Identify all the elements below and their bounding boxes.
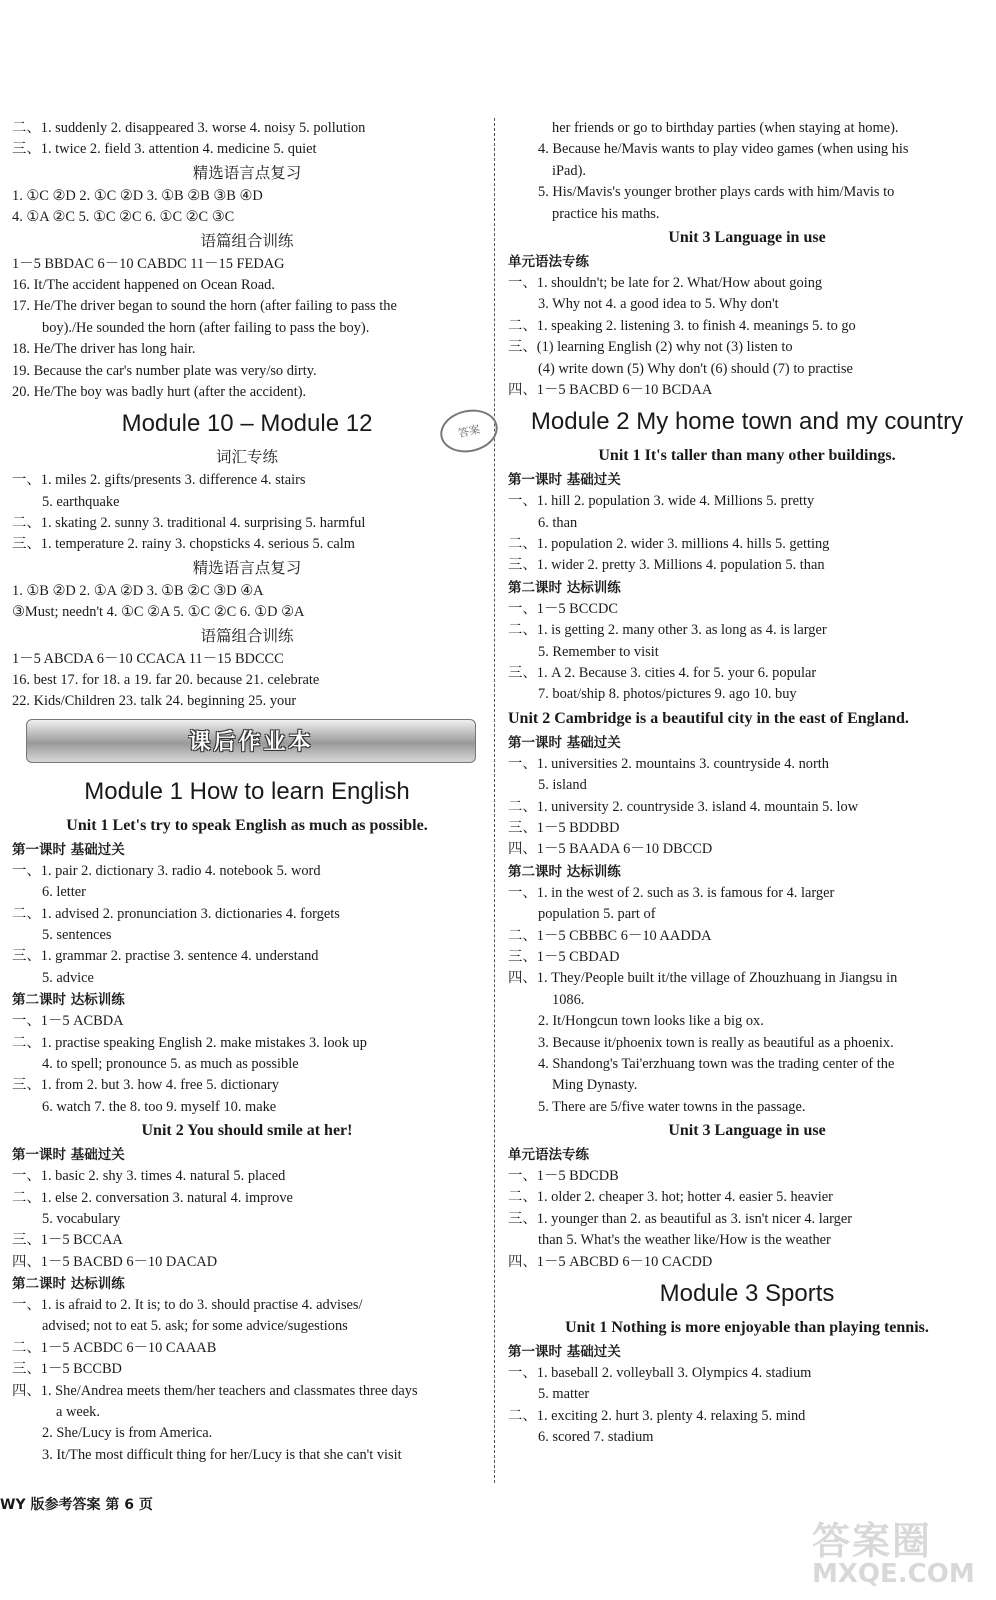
answer-line: practice his maths. bbox=[552, 205, 660, 222]
answer-line: 三、1－5 BDDBD bbox=[508, 819, 620, 836]
answer-line: 6. than bbox=[538, 514, 578, 531]
module-title: Module 1 How to learn English bbox=[84, 777, 410, 805]
answer-line: 一、1. miles 2. gifts/presents 3. difference 4. stairs bbox=[12, 472, 306, 489]
answer-line: population 5. part of bbox=[538, 906, 656, 923]
answer-line: 二、1. practise speaking English 2. make mistakes 3. look up bbox=[12, 1034, 367, 1051]
answer-line: 6. scored 7. stadium bbox=[538, 1429, 654, 1446]
lesson-label: 第一课时 基础过关 bbox=[508, 734, 621, 751]
answer-line: 16. best 17. for 18. a 19. far 20. because 21. celebrate bbox=[12, 672, 320, 689]
answer-line: 四、1－5 BACBD 6－10 DACAD bbox=[12, 1253, 218, 1270]
answer-line: 一、1. basic 2. shy 3. times 4. natural 5. placed bbox=[12, 1168, 286, 1185]
answer-line: 三、(1) learning English (2) why not (3) listen to bbox=[508, 339, 793, 356]
module-title: Module 10 – Module 12 bbox=[121, 410, 373, 438]
answer-line: 4. ①A ②C 5. ①C ②C 6. ①C ②C ③C bbox=[12, 209, 235, 226]
answer-line: 17. He/The driver began to sound the horn (after failing to pass the bbox=[12, 298, 397, 315]
answer-line: 一、1－5 ACBDA bbox=[12, 1013, 124, 1030]
answer-line: 三、1. grammar 2. practise 3. sentence 4. understand bbox=[12, 948, 319, 965]
answer-line: than 5. What's the weather like/How is the weather bbox=[538, 1232, 831, 1249]
lesson-label: 第二课时 达标训练 bbox=[12, 1276, 125, 1293]
module-title: Module 3 Sports bbox=[659, 1280, 835, 1308]
answer-line: 5. advice bbox=[42, 969, 94, 986]
answer-line: 1. ①C ②D 2. ①C ②D 3. ①B ②B ③B ④D bbox=[12, 187, 263, 204]
lesson-label: 第一课时 基础过关 bbox=[508, 1344, 621, 1361]
answer-line: 三、1. temperature 2. rainy 3. chopsticks 4. serious 5. calm bbox=[12, 536, 355, 553]
lesson-label: 第一课时 基础过关 bbox=[508, 472, 621, 489]
lesson-label: 单元语法专练 bbox=[508, 1147, 589, 1164]
answer-line: a week. bbox=[56, 1404, 100, 1421]
answer-line: 四、1－5 BAADA 6－10 DBCCD bbox=[508, 841, 713, 858]
stamp-text: 答案 bbox=[456, 422, 482, 441]
section-banner bbox=[26, 719, 476, 763]
answer-line: 6. watch 7. the 8. too 9. myself 10. make bbox=[42, 1098, 277, 1115]
answer-line: 4. Because he/Mavis wants to play video games (when using his bbox=[538, 141, 909, 158]
answer-line: 5. vocabulary bbox=[42, 1210, 121, 1227]
banner-title: 课后作业本 bbox=[188, 730, 314, 756]
unit-title: Unit 1 Let's try to speak English as much as possible. bbox=[66, 816, 428, 834]
answer-line: 2. It/Hongcun town looks like a big ox. bbox=[538, 1013, 764, 1030]
answer-line: 一、1. hill 2. population 3. wide 4. Millions 5. pretty bbox=[508, 493, 815, 510]
answer-line: 一、1. pair 2. dictionary 3. radio 4. notebook 5. word bbox=[12, 862, 321, 879]
answer-line: 四、1. They/People built it/the village of Zhouzhuang in Jiangsu in bbox=[508, 970, 898, 987]
answer-line: 二、1－5 ACBDC 6－10 CAAAB bbox=[12, 1339, 217, 1356]
answer-line: iPad). bbox=[552, 162, 586, 179]
answer-line: 1086. bbox=[552, 991, 585, 1008]
answer-line: 3. Why not 4. a good idea to 5. Why don't bbox=[538, 296, 779, 313]
page-footer: WY 版参考答案 第 6 页 bbox=[0, 1497, 153, 1513]
answer-line: 1. ①B ②D 2. ①A ②D 3. ①B ②C ③D ④A bbox=[12, 582, 264, 599]
answer-line: 3. It/The most difficult thing for her/Lucy is that she can't visit bbox=[42, 1446, 402, 1463]
answer-line: 三、1－5 BCCBD bbox=[12, 1361, 122, 1378]
answer-line: 19. Because the car's number plate was very/so dirty. bbox=[12, 362, 317, 379]
watermark-line-1: 答案圈 bbox=[812, 1519, 933, 1563]
answer-line: 7. boat/ship 8. photos/pictures 9. ago 10. buy bbox=[538, 686, 797, 703]
lesson-label: 第二课时 达标训练 bbox=[508, 863, 621, 880]
answer-line: 5. island bbox=[538, 777, 587, 794]
answer-line: 一、1. is afraid to 2. It is; to do 3. should practise 4. advises/ bbox=[12, 1297, 363, 1314]
answer-line: 一、1－5 BDCDB bbox=[508, 1168, 619, 1185]
lesson-label: 第一课时 基础过关 bbox=[12, 1147, 125, 1164]
unit-title: Unit 2 Cambridge is a beautiful city in the east of England. bbox=[508, 709, 909, 727]
answer-line: 三、1. from 2. but 3. how 4. free 5. dictionary bbox=[12, 1077, 279, 1094]
watermark-line-2: MXQE.COM bbox=[812, 1559, 975, 1589]
answer-line: 4. to spell; pronounce 5. as much as possible bbox=[42, 1055, 299, 1072]
lesson-label: 第二课时 达标训练 bbox=[12, 992, 125, 1009]
answer-line: (4) write down (5) Why don't (6) should (7) to practise bbox=[538, 360, 853, 377]
answer-line: advised; not to eat 5. ask; for some advice/sugestions bbox=[42, 1318, 348, 1335]
unit-title: Unit 1 Nothing is more enjoyable than playing tennis. bbox=[565, 1319, 929, 1337]
section-heading: 精选语言点复习 bbox=[192, 558, 302, 577]
answer-line: 二、1. advised 2. pronunciation 3. dictionaries 4. forgets bbox=[12, 905, 340, 922]
unit-title: Unit 1 It's taller than many other buildings. bbox=[598, 447, 896, 465]
answer-line: 3. Because it/phoenix town is really as beautiful as a phoenix. bbox=[538, 1034, 894, 1051]
answer-line: 5. earthquake bbox=[42, 493, 120, 510]
answer-line: 一、1. shouldn't; be late for 2. What/How about going bbox=[508, 274, 823, 291]
answer-line: 二、1－5 CBBBC 6－10 AADDA bbox=[508, 927, 712, 944]
answer-line: 二、1. else 2. conversation 3. natural 4. improve bbox=[12, 1189, 293, 1206]
answer-line: 二、1. suddenly 2. disappeared 3. worse 4. noisy 5. pollution bbox=[12, 120, 366, 136]
answer-line: 5. matter bbox=[538, 1386, 590, 1403]
unit-title: Unit 2 You should smile at her! bbox=[141, 1122, 353, 1140]
section-heading: 语篇组合训练 bbox=[200, 626, 294, 645]
answer-line: 20. He/The boy was badly hurt (after the accident). bbox=[12, 383, 307, 400]
answer-line: 四、1－5 BACBD 6－10 BCDAA bbox=[508, 381, 713, 398]
lesson-label: 第一课时 基础过关 bbox=[12, 841, 125, 858]
answer-line: 二、1. university 2. countryside 3. island 4. mountain 5. low bbox=[508, 798, 859, 815]
column-divider bbox=[494, 118, 495, 1483]
answer-line: 二、1. is getting 2. many other 3. as long as 4. is larger bbox=[508, 622, 827, 639]
answer-line: 5. His/Mavis's younger brother plays cards with him/Mavis to bbox=[538, 184, 895, 201]
answer-line: 二、1. older 2. cheaper 3. hot; hotter 4. easier 5. heavier bbox=[508, 1189, 833, 1206]
answer-line: 三、1－5 CBDAD bbox=[508, 948, 620, 965]
answer-line: 5. Remember to visit bbox=[538, 643, 659, 660]
lesson-label: 单元语法专练 bbox=[508, 253, 589, 270]
answer-line: 一、1. universities 2. mountains 3. countryside 4. north bbox=[508, 755, 829, 772]
answer-line: 三、1－5 BCCAA bbox=[12, 1232, 123, 1249]
answer-line: 18. He/The driver has long hair. bbox=[12, 341, 196, 358]
answer-line: 三、1. wider 2. pretty 3. Millions 4. population 5. than bbox=[508, 557, 825, 574]
answer-line: 1－5 BBDAC 6－10 CABDC 11－15 FEDAG bbox=[12, 255, 285, 272]
module-title: Module 2 My home town and my country bbox=[530, 408, 964, 436]
section-heading: 词汇专练 bbox=[215, 448, 278, 467]
section-heading: 语篇组合训练 bbox=[200, 231, 294, 250]
lesson-label: 第二课时 达标训练 bbox=[508, 579, 621, 596]
answer-line: 5. There are 5/five water towns in the passage. bbox=[538, 1098, 806, 1115]
watermark-logo bbox=[812, 1510, 975, 1590]
answer-line: 6. letter bbox=[42, 884, 86, 901]
answer-line: 二、1. speaking 2. listening 3. to finish 4. meanings 5. to go bbox=[508, 317, 856, 334]
answer-line: 三、1. younger than 2. as beautiful as 3. isn't nicer 4. larger bbox=[508, 1210, 853, 1227]
answer-line: 一、1. baseball 2. volleyball 3. Olympics 4. stadium bbox=[508, 1365, 812, 1382]
unit-title: Unit 3 Language in use bbox=[668, 1122, 826, 1140]
answer-line: 1－5 ABCDA 6－10 CCACA 11－15 BDCCC bbox=[12, 650, 284, 667]
answer-line: 一、1. in the west of 2. such as 3. is famous for 4. larger bbox=[508, 884, 835, 901]
answer-line: boy)./He sounded the horn (after failing to pass the boy). bbox=[42, 319, 370, 336]
answer-line: 二、1. exciting 2. hurt 3. plenty 4. relaxing 5. mind bbox=[508, 1407, 806, 1424]
right-column bbox=[508, 118, 986, 1449]
answer-line: 三、1. twice 2. field 3. attention 4. medicine 5. quiet bbox=[12, 141, 317, 158]
answer-line: 二、1. population 2. wider 3. millions 4. hills 5. getting bbox=[508, 536, 830, 553]
answer-line: ③Must; needn't 4. ①C ②A 5. ①C ②C 6. ①D ②A bbox=[12, 604, 305, 621]
answer-line: her friends or go to birthday parties (when staying at home). bbox=[552, 120, 899, 136]
answer-line: 四、1. She/Andrea meets them/her teachers and classmates three days bbox=[12, 1382, 418, 1399]
answer-line: 4. Shandong's Tai'erzhuang town was the trading center of the bbox=[538, 1055, 895, 1072]
unit-title: Unit 3 Language in use bbox=[668, 228, 826, 246]
answer-line: 二、1. skating 2. sunny 3. traditional 4. surprising 5. harmful bbox=[12, 515, 366, 532]
answer-line: 16. It/The accident happened on Ocean Road. bbox=[12, 276, 275, 293]
answer-line: 三、1. A 2. Because 3. cities 4. for 5. your 6. popular bbox=[508, 665, 817, 682]
answer-line: 一、1－5 BCCDC bbox=[508, 600, 618, 617]
answer-line: 5. sentences bbox=[42, 926, 112, 943]
left-column bbox=[12, 118, 482, 1466]
section-heading: 精选语言点复习 bbox=[192, 163, 302, 182]
answer-line: 22. Kids/Children 23. talk 24. beginning 25. your bbox=[12, 693, 297, 710]
answer-line: 四、1－5 ABCBD 6－10 CACDD bbox=[508, 1253, 713, 1270]
answer-line: Ming Dynasty. bbox=[552, 1077, 638, 1094]
answer-line: 2. She/Lucy is from America. bbox=[42, 1425, 213, 1442]
